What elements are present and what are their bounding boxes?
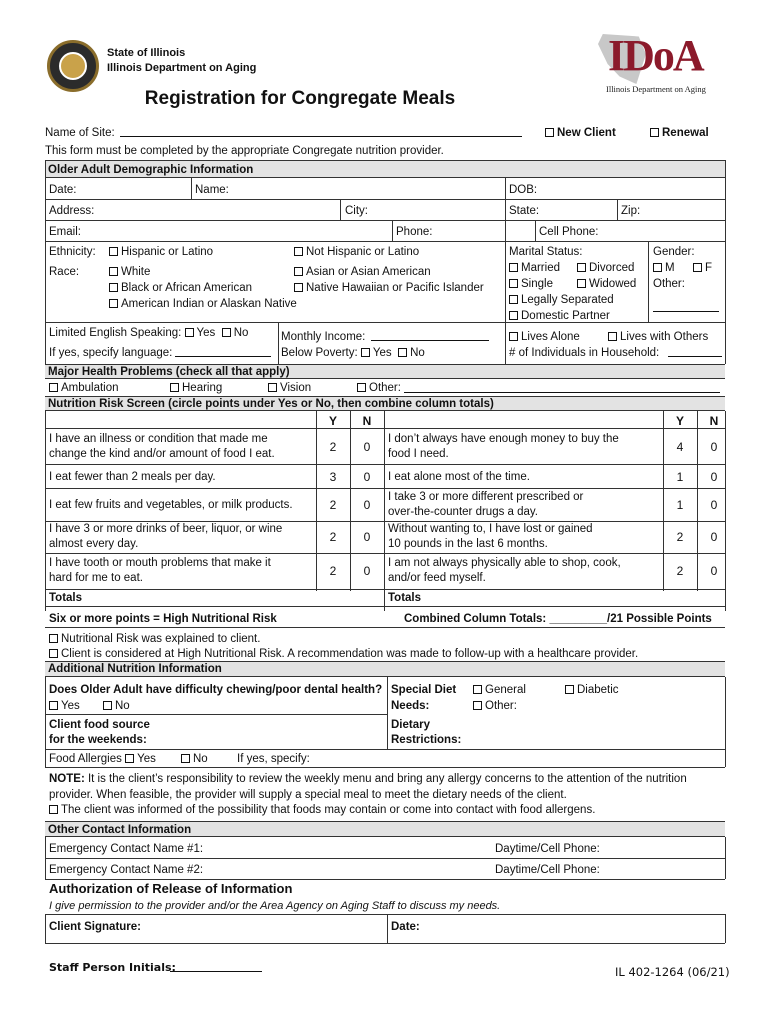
- risk-yes-points[interactable]: 2: [329, 564, 337, 578]
- renewal-checkbox[interactable]: Renewal: [650, 126, 709, 140]
- monthly-income-label: Monthly Income:: [281, 331, 366, 343]
- health-other-checkbox[interactable]: Other:: [357, 381, 401, 395]
- other-diet-checkbox[interactable]: Other:: [473, 699, 517, 713]
- combined-totals: Combined Column Totals: _________/21 Possible Points: [404, 613, 712, 625]
- risk-question: I eat fewer than 2 meals per day.: [49, 471, 216, 483]
- risk-no-points[interactable]: 0: [363, 440, 371, 454]
- language-field[interactable]: [175, 345, 271, 357]
- name-label: Name:: [195, 184, 229, 196]
- illinois-seal: [47, 40, 99, 92]
- ambulation-checkbox[interactable]: Ambulation: [49, 381, 119, 395]
- daytime-phone-2-label: Daytime/Cell Phone:: [495, 864, 600, 876]
- risk-question: I have tooth or mouth problems that make it: [49, 557, 271, 569]
- signature-field[interactable]: [150, 916, 384, 941]
- risk-no-points[interactable]: 0: [710, 564, 718, 578]
- risk-no-points[interactable]: 0: [363, 470, 371, 484]
- risk-question: I eat few fruits and vegetables, or milk products.: [49, 499, 293, 511]
- risk-question: food I need.: [388, 448, 449, 460]
- gender-label: Gender:: [653, 246, 695, 258]
- gender-f-checkbox[interactable]: F: [693, 261, 712, 275]
- chewing-no-checkbox[interactable]: No: [103, 699, 130, 713]
- risk-yes-points[interactable]: 3: [329, 470, 337, 484]
- married-checkbox[interactable]: Married: [509, 261, 560, 275]
- risk-question: I have 3 or more drinks of beer, liquor, or wine: [49, 523, 283, 535]
- additional-heading: Additional Nutrition Information: [48, 663, 222, 675]
- risk-question: I don’t always have enough money to buy the: [388, 433, 619, 445]
- allergen-informed-checkbox[interactable]: The client was informed of the possibility that foods may contain or come into contact with food allergens.: [49, 803, 595, 817]
- risk-yes-points[interactable]: 1: [676, 498, 684, 512]
- hearing-checkbox[interactable]: Hearing: [170, 381, 222, 395]
- signature-date-label: Date:: [391, 921, 420, 933]
- form-number: IL 402-1264 (06/21): [615, 965, 730, 979]
- right-no-header: N: [709, 414, 719, 428]
- left-no-header: N: [362, 414, 372, 428]
- risk-yes-points[interactable]: 2: [676, 530, 684, 544]
- cell-phone-label: Cell Phone:: [539, 226, 599, 238]
- les-yes-checkbox[interactable]: [185, 328, 194, 337]
- client-signature-label: Client Signature:: [49, 921, 142, 933]
- limited-english-label: Limited English Speaking: Yes No: [49, 327, 249, 339]
- agency-header: [107, 46, 256, 76]
- risk-yes-points[interactable]: 1: [676, 470, 684, 484]
- risk-no-points[interactable]: 0: [710, 498, 718, 512]
- risk-question: change the kind and/or amount of food I eat.: [49, 448, 275, 460]
- les-no-checkbox[interactable]: [222, 328, 231, 337]
- diabetic-diet-checkbox[interactable]: Diabetic: [565, 683, 619, 697]
- idoa-logo: IDoA Illinois Department on Aging: [598, 34, 724, 96]
- general-diet-checkbox[interactable]: General: [473, 683, 526, 697]
- risk-no-points[interactable]: 0: [363, 530, 371, 544]
- gender-other-field[interactable]: [653, 300, 719, 312]
- food-source-label-2: for the weekends:: [49, 734, 147, 746]
- food-source-label: Client food source: [49, 719, 150, 731]
- specify-language-label: If yes, specify language:: [49, 347, 173, 359]
- allergies-yes-checkbox[interactable]: [125, 754, 134, 763]
- allergy-note-2: provider. When feasible, the provider will supply a special meal to meet the dietary needs of the client.: [49, 789, 567, 801]
- single-checkbox[interactable]: Single: [509, 277, 553, 291]
- gender-m-checkbox[interactable]: M: [653, 261, 675, 275]
- left-yes-header: Y: [328, 414, 337, 428]
- risk-no-points[interactable]: 0: [710, 440, 718, 454]
- email-label: Email:: [49, 226, 81, 238]
- divorced-checkbox[interactable]: Divorced: [577, 261, 634, 275]
- allergy-note: NOTE: It is the client’s responsibility to review the weekly menu and bring any allergy concerns to the attention of the nutrition: [49, 773, 687, 785]
- phone-label: Phone:: [396, 226, 433, 238]
- hispanic-checkbox[interactable]: Hispanic or Latino: [109, 245, 213, 259]
- daytime-phone-1-label: Daytime/Cell Phone:: [495, 843, 600, 855]
- dietary-restrictions-label: Restrictions:: [391, 734, 462, 746]
- race-label: Race:: [49, 266, 80, 278]
- risk-question: I take 3 or more different prescribed or: [388, 491, 584, 503]
- asian-checkbox[interactable]: Asian or Asian American: [294, 265, 431, 279]
- address-label: Address:: [49, 205, 95, 217]
- household-field[interactable]: [668, 345, 722, 357]
- risk-yes-points[interactable]: 4: [676, 440, 684, 454]
- left-totals-label: Totals: [49, 592, 83, 604]
- income-field[interactable]: [371, 329, 489, 341]
- state-name: State of Illinois: [107, 47, 186, 59]
- risk-question: hard for me to eat.: [49, 572, 143, 584]
- risk-yes-points[interactable]: 2: [329, 440, 337, 454]
- risk-no-points[interactable]: 0: [710, 530, 718, 544]
- risk-question: almost every day.: [49, 538, 139, 550]
- food-allergies-label: Food Allergies Yes: [49, 753, 156, 765]
- risk-heading: Nutrition Risk Screen (circle points under Yes or No, then combine column totals): [48, 398, 494, 410]
- lives-with-others-checkbox[interactable]: Lives with Others: [608, 330, 708, 344]
- health-heading: Major Health Problems (check all that apply): [48, 366, 290, 378]
- new-client-checkbox[interactable]: New Client: [545, 126, 616, 140]
- high-risk-rule: Six or more points = High Nutritional Risk: [49, 613, 277, 625]
- risk-question: over-the-counter drugs a day.: [388, 506, 539, 518]
- right-totals-label: Totals: [388, 592, 422, 604]
- department-name: Illinois Department on Aging: [107, 62, 257, 74]
- not-hispanic-checkbox[interactable]: Not Hispanic or Latino: [294, 245, 419, 259]
- special-diet-needs-label: Needs:: [391, 700, 430, 712]
- date-label: Date:: [49, 184, 77, 196]
- right-yes-header: Y: [675, 414, 684, 428]
- signature-date-field[interactable]: [425, 916, 721, 941]
- authorization-heading: Authorization of Release of Information: [49, 881, 293, 896]
- vision-checkbox[interactable]: Vision: [268, 381, 311, 395]
- risk-no-points[interactable]: 0: [363, 498, 371, 512]
- allergies-no-checkbox[interactable]: No: [181, 752, 208, 766]
- poverty-no-checkbox[interactable]: [398, 348, 407, 357]
- dob-label: DOB:: [509, 184, 538, 196]
- site-label: Name of Site:: [45, 127, 115, 139]
- risk-question: I eat alone most of the time.: [388, 471, 530, 483]
- form-title: Registration for Congregate Meals: [144, 88, 456, 109]
- city-label: City:: [345, 205, 368, 217]
- risk-yes-points[interactable]: 2: [329, 530, 337, 544]
- authorization-text: I give permission to the provider and/or the Area Agency on Aging Staff to discuss my needs.: [49, 900, 501, 912]
- staff-initials-field[interactable]: [170, 960, 262, 972]
- risk-explained-checkbox[interactable]: Nutritional Risk was explained to client.: [49, 632, 260, 646]
- hawaiian-checkbox[interactable]: Native Hawaiian or Pacific Islander: [294, 281, 484, 295]
- chewing-question: Does Older Adult have difficulty chewing/poor dental health?: [49, 684, 383, 696]
- risk-question: 10 pounds in the last 6 months.: [388, 538, 548, 550]
- chewing-yes-checkbox[interactable]: Yes: [49, 699, 80, 713]
- allergies-specify-label: If yes, specify:: [237, 753, 310, 765]
- health-other-field[interactable]: [404, 381, 720, 393]
- risk-question: I am not always physically able to shop, cook,: [388, 557, 621, 569]
- marital-status-label: Marital Status:: [509, 246, 583, 258]
- domestic-partner-checkbox[interactable]: Domestic Partner: [509, 309, 610, 323]
- special-diet-label: Special Diet: [391, 684, 457, 696]
- below-poverty-label: Below Poverty: Yes No: [281, 347, 425, 359]
- contact-heading: Other Contact Information: [48, 824, 192, 836]
- ethnicity-label: Ethnicity:: [49, 246, 96, 258]
- site-field[interactable]: [120, 125, 522, 137]
- dietary-label: Dietary: [391, 719, 430, 731]
- white-checkbox[interactable]: White: [109, 265, 150, 279]
- staff-initials-label: Staff Person Initials:: [49, 961, 176, 974]
- risk-no-points[interactable]: 0: [363, 564, 371, 578]
- widowed-checkbox[interactable]: Widowed: [577, 277, 636, 291]
- state-label: State:: [509, 205, 540, 217]
- risk-yes-points[interactable]: 2: [676, 564, 684, 578]
- high-risk-checkbox[interactable]: Client is considered at High Nutritional Risk. A recommendation was made to follow-up with a healthcare provider.: [49, 647, 638, 661]
- risk-no-points[interactable]: 0: [710, 470, 718, 484]
- provider-note: This form must be completed by the appropriate Congregate nutrition provider.: [45, 145, 444, 157]
- risk-question: and/or feed myself.: [388, 572, 486, 584]
- risk-question: I have an illness or condition that made me: [49, 433, 268, 445]
- zip-label: Zip:: [621, 205, 641, 217]
- demographic-heading: Older Adult Demographic Information: [48, 164, 254, 176]
- emergency-contact-1-label: Emergency Contact Name #1:: [49, 843, 204, 855]
- poverty-yes-checkbox[interactable]: [361, 348, 370, 357]
- lives-alone-checkbox[interactable]: Lives Alone: [509, 330, 580, 344]
- black-checkbox[interactable]: Black or African American: [109, 281, 252, 295]
- emergency-contact-2-label: Emergency Contact Name #2:: [49, 864, 204, 876]
- gender-other-label: Other:: [653, 278, 685, 290]
- household-label: # of Individuals in Household:: [509, 347, 660, 359]
- risk-question: Without wanting to, I have lost or gained: [388, 523, 593, 535]
- native-american-checkbox[interactable]: American Indian or Alaskan Native: [109, 297, 297, 311]
- risk-yes-points[interactable]: 2: [329, 498, 337, 512]
- separated-checkbox[interactable]: Legally Separated: [509, 293, 614, 307]
